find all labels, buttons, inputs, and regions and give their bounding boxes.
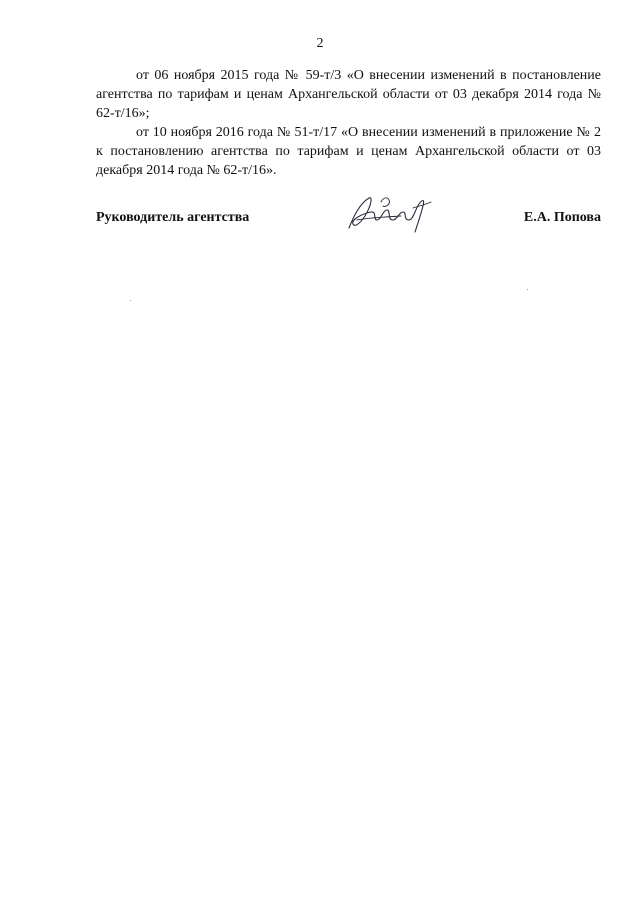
page-number: 2	[316, 36, 324, 51]
signer-title: Руководитель агентства	[96, 210, 250, 225]
paragraph: от 10 ноября 2016 года № 51-т/17 «О внесении изменений в приложение № 2 к постановлению агентства по тарифам и ценам Архангельской области от 03 декабря 2014 года № 62-т/16».	[96, 125, 601, 178]
signer-name: Е.А. Попова	[523, 210, 601, 225]
handwritten-signature	[343, 190, 433, 240]
scan-speck	[130, 300, 131, 301]
paragraph: от 06 ноября 2015 года № 59-т/3 «О внесении изменений в постановление агентства по тарифам и ценам Архангельской области от 03 декабря 2014 года № 62-т/16»;	[96, 68, 601, 121]
document-body	[96, 66, 601, 180]
scan-speck	[527, 289, 528, 290]
signature-block	[96, 200, 601, 240]
